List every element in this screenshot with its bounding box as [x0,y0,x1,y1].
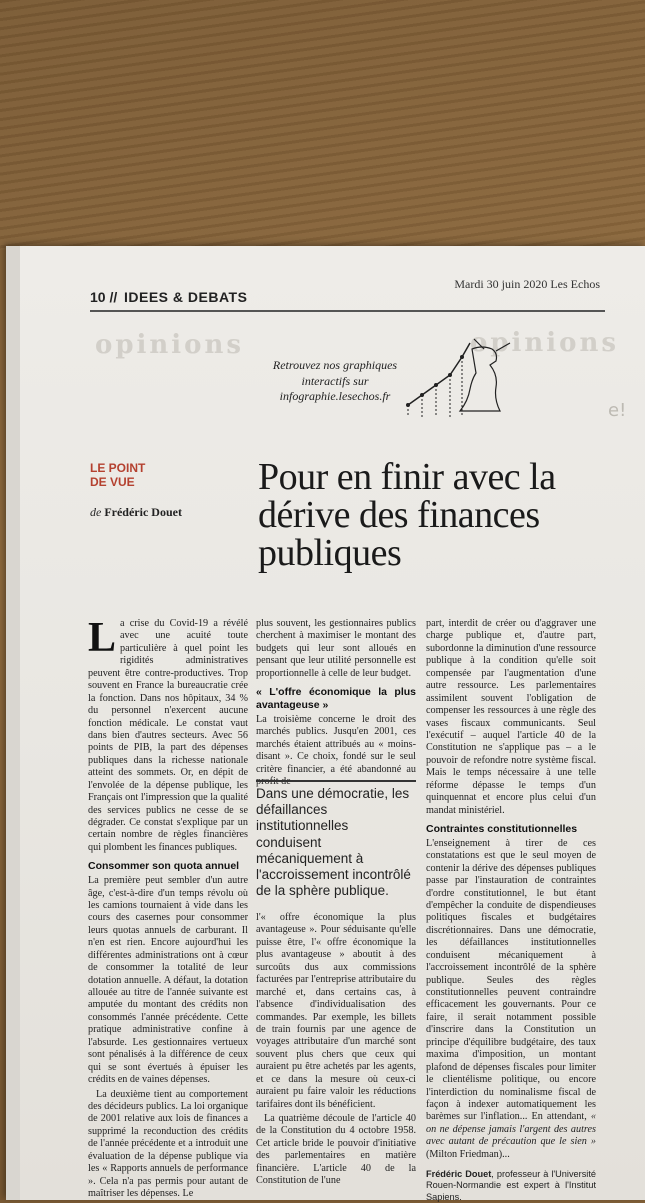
byline-prefix: de [90,505,102,519]
byline-name: Frédéric Douet [104,505,182,519]
subhead-quota: Consommer son quota annuel [88,860,240,873]
show-through-mark: e! [608,400,627,421]
paragraph-text: L'enseignement à tirer de ces constatations est que le seul moyen de contenir la dérive des dépenses publiques passe par l'instauration de contraintes d'ordre constitutionnel, le but étant d'empêcher la conduite de dispendieuses politiques fiscales et budgétaires discrétionnaires. Dans une démocratie, les défaillances institutionnelles conduisent mécaniquement à l'accroissement incontrôlé de la sphère publique. Seules des règles constitutionnelles peuvent contraindre efficacement les gouvernants. Pour ce faire, il serait notamment possible d'inscrire dans la Constitution un principe d'équilibre budgétaire, des taux maxima d'imposition, un montant plafond de dépenses fiscales pour limiter le clientélisme politique, ou encore l'interdiction du nominalisme fiscal de façon à indexer automatiquement les barèmes sur l'inflation... En attendant, [426,837,596,1123]
chart-illustration-icon [400,335,550,425]
article-column-2-continued [256,912,416,1190]
bio-text: , professeur à l'Université Rouen-Normandie est expert à l'Institut Sapiens. [426,1169,597,1202]
pull-quote: Dans une démocratie, les défaillances institutionnelles conduisent mécaniquement à l'accroissement incontrôlé de la sphère publique. [256,780,416,899]
paragraph [426,838,596,1161]
lead-text: a crise du Covid-19 a révélé avec une acuité toute particulière à quel point les rigidités administratives peuvent être contre-productives. Trop souvent en France la bureaucratie crée la fonction. Dans nos hôpitaux, 34 % du personnel n'exercent aucune fonction médicale. Le constat vaut dans bien d'autres secteurs. Avec 56 points de PIB, la part des dépenses publiques dans la richesse nationale atteint des sommets. Or, en dépit de l'envolée de la dépense publique, les Français ont l'impression que la qualité des services publics ne cesse de se dégrader. Ce constat s'explique par un certain nombre de règles financières qui plombent les finances publiques. [88,618,248,853]
friedman-quote: « on ne dépense jamais l'argent des autres avec autant de précaution que le sien » [426,1111,597,1148]
page-number: 10 // [90,289,118,305]
paragraph: plus souvent, les gestionnaires publics cherchent à maximiser le montant des budgets qui leur sont alloués en pensant que leur utilité personnelle est proportionnelle à celle de leur budget. [256,618,416,679]
paragraph: La troisième concerne le droit des marchés publics. Jusqu'en 2001, ces marchés étaient attribués au « moins-disant ». Ce choix, fondé sur le seul critère financier, a été abandonné au profit de [256,713,416,787]
page-edge [6,246,20,1200]
article-column-1 [88,615,248,1202]
tag-line-2: DE VUE [90,474,135,489]
lead-paragraph [88,615,248,854]
subhead-offre: « L'offre économique la plus avantageuse » [256,686,416,711]
section-title: IDEES & DEBATS [124,289,248,305]
byline [90,505,182,520]
paragraph: l'« offre économique la plus avantageuse ». Pour séduisante qu'elle puisse être, l'« offre économique la plus avantageuse » aboutit à des surcoûts dus aux commissions facturées par l'entreprise attributaire du marché et, dans certains cas, à l'absence d'individualisation des commandes. Par exemple, les billets de train fournis par une agence de voyages attributaire d'un marché sont souvent plus chers que ceux qui auraient pu être achetés par les agents, et ce dans la mesure où ceux-ci auraient pu faire valoir les réductions tarifaires dont ils bénéficient. [256,912,416,1110]
article-headline: Pour en finir avec la dérive des finances publiques [258,456,556,574]
quote-attribution: (Milton Friedman)... [426,1148,510,1160]
article-column-3 [426,618,596,1203]
point-de-vue-tag [90,462,145,490]
bio-name: Frédéric Douet [426,1169,492,1180]
paragraph: La première peut sembler d'un autre âge, c'est-à-dire d'un temps révolu où les camions tournaient à vide dans les cours des casernes pour consommer leurs quotas annuels de carburant. Il n'en est rien. Encore aujourd'hui les différentes administrations ont à cœur de consommer la totalité de leur dotation annuelle. A défaut, la dotation allouée au titre de l'année suivante est amputée du montant des crédits non consommés l'année précédente. Cette pratique administrative confine à l'absurde. Les gestionnaires vertueux sont pénalisés à la différence de ceux qui se sont évertués à épuiser les crédits en de vaines dépenses. [88,875,248,1086]
show-through-text-left: opinions [95,330,245,360]
dateline: Mardi 30 juin 2020 Les Echos [454,277,600,291]
subhead-contraintes: Contraintes constitutionnelles [426,823,578,835]
paragraph: La quatrième découle de l'article 40 de la Constitution du 4 octobre 1958. Cet article bride le pouvoir d'initiative des parlementaires en matière financière. L'article 40 de la Constitution de l'une [256,1113,416,1187]
paragraph: part, interdit de créer ou d'aggraver une charge publique et, d'autre part, subordonne la diminution d'une ressource publique à la condition qu'elle soit compensée par l'augmentation d'une autre ressource. Les parlementaires assimilent souvent l'obligation de compenser les ressources à une règle des vases fiscaux communicants. Seul l'exécutif – auquel l'article 40 de la Constitution ne s'applique pas – a le pouvoir de refondre notre système fiscal. Mais le temps nécessaire à une telle réforme dépasse le temps d'un quinquennat et encore plus celui d'un mandat ministériel. [426,618,596,816]
paragraph: La deuxième tient au comportement des décideurs publics. La loi organique de 2001 relative aux lois de finances a supprimé la reconduction des crédits de l'année précédente et a introduit une évaluation de la dépense publique via les « Rapports annuels de performance ». Cela n'a pas permis pour autant de maîtriser les dépenses. Le [88,1088,248,1200]
header-rule [90,310,605,312]
article-column-2 [256,618,416,790]
drop-cap: L [88,615,117,661]
wood-table-background [0,0,645,250]
show-through-text-right: opinions [470,328,620,358]
author-bio [426,1169,596,1203]
tag-line-1: LE POINT [90,461,146,475]
promo-text: Retrouvez nos graphiques interactifs sur infographie.lesechos.fr [272,358,398,404]
